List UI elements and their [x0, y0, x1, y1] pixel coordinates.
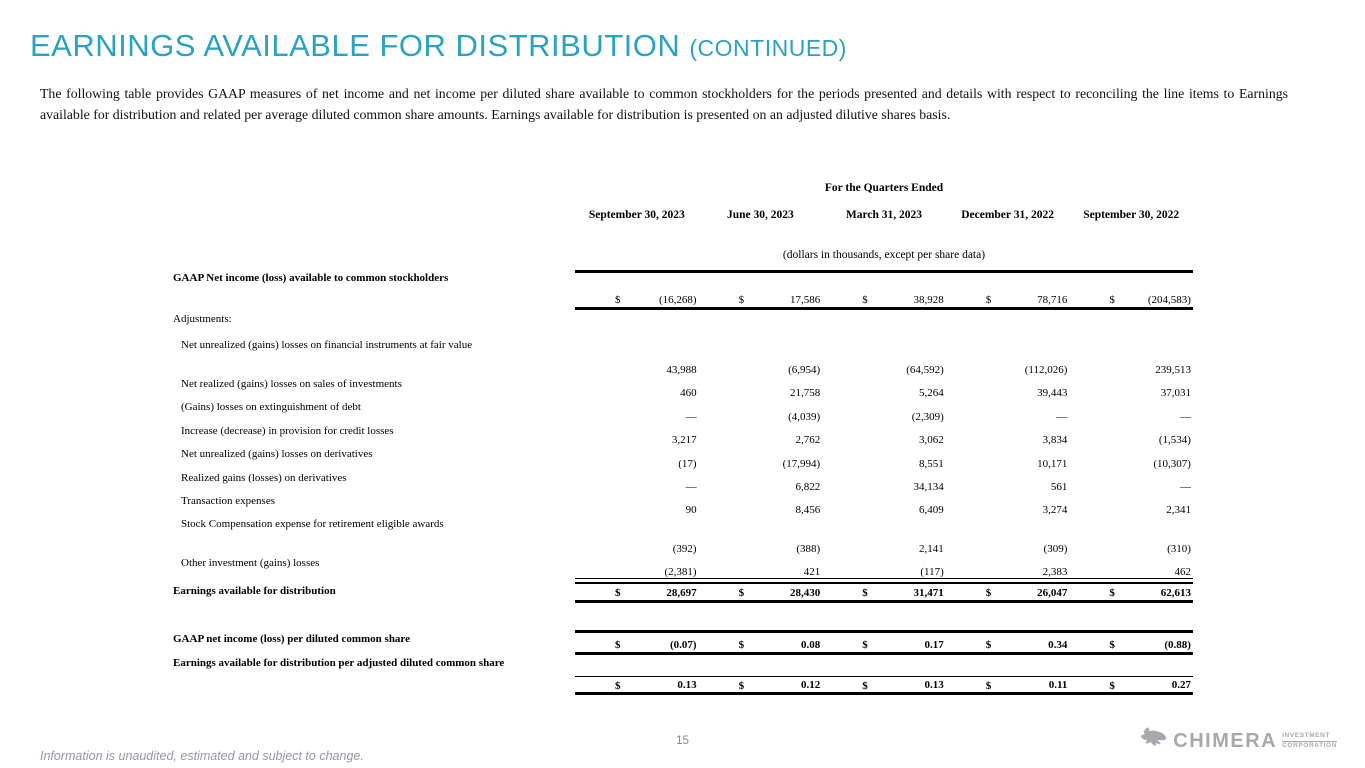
currency-symbol: $ [1109, 639, 1115, 651]
row-label: Net realized (gains) losses on sales of investments [181, 378, 402, 390]
row-label: (Gains) losses on extinguishment of debt [181, 401, 361, 413]
table-row [173, 655, 1193, 695]
row-values [575, 335, 1193, 376]
amount: (0.07) [670, 639, 697, 651]
value-cell [1069, 411, 1193, 423]
page-number: 15 [676, 735, 689, 747]
table-row [173, 516, 1193, 555]
amount: (2,309) [911, 411, 944, 423]
company-logo [1139, 727, 1337, 754]
table-row [173, 470, 1193, 493]
value-cell [575, 481, 699, 493]
amount: 21,758 [789, 387, 821, 399]
value-cell [946, 639, 1070, 651]
table-row [173, 630, 1193, 655]
value-cell [699, 676, 823, 692]
amount: 2,762 [795, 434, 821, 446]
value-cell [822, 411, 946, 423]
amount: 37,031 [1160, 387, 1191, 399]
value-cell [946, 543, 1070, 555]
value-cell [822, 543, 946, 555]
row-values [575, 630, 1193, 655]
currency-symbol: $ [615, 680, 621, 692]
table-row [173, 270, 1193, 310]
currency-symbol: $ [985, 639, 992, 651]
amount: 0.17 [924, 639, 944, 651]
amount: 3,217 [671, 434, 697, 446]
column-header: March 31, 2023 [845, 209, 923, 221]
row-values [575, 446, 1193, 470]
amount: 0.13 [924, 679, 944, 691]
value-cell [699, 481, 823, 493]
amount: (388) [796, 543, 821, 555]
amount: 421 [803, 566, 821, 578]
amount: (4,039) [788, 411, 821, 423]
currency-symbol: $ [862, 294, 868, 306]
value-cell [575, 587, 699, 599]
column-header: September 30, 2022 [1083, 209, 1180, 221]
amount: 8,456 [795, 504, 821, 516]
amount: 0.27 [1171, 679, 1191, 691]
value-cell [575, 676, 699, 692]
currency-symbol: $ [862, 587, 868, 599]
value-cell [1069, 587, 1193, 599]
value-cell [699, 458, 823, 470]
value-cell [575, 458, 699, 470]
value-cell [699, 639, 823, 651]
row-values [575, 270, 1193, 310]
value-cell [575, 364, 699, 376]
units-note: (dollars in thousands, except per share data) [782, 249, 986, 261]
row-label: GAAP Net income (loss) available to common stockholders [173, 272, 449, 284]
page-title [30, 28, 847, 64]
row-values [575, 555, 1193, 579]
amount: (64,592) [906, 364, 944, 376]
amount: (17) [678, 458, 697, 470]
row-label: GAAP net income (loss) per diluted common share [173, 633, 410, 645]
page-title-suffix: (CONTINUED) [689, 35, 847, 61]
currency-symbol: $ [1109, 294, 1115, 306]
column-header: December 31, 2022 [961, 209, 1054, 221]
row-label: Earnings available for distribution per adjusted diluted common share [173, 657, 505, 669]
value-cell [575, 543, 699, 555]
amount: (1,534) [1158, 434, 1191, 446]
value-cell [575, 504, 699, 516]
amount: 0.34 [1048, 639, 1068, 651]
row-values [575, 516, 1193, 555]
amount: — [1179, 411, 1191, 423]
row-values [575, 493, 1193, 516]
amount: 90 [685, 504, 697, 516]
value-cell [575, 411, 699, 423]
amount: 17,586 [789, 294, 821, 306]
value-cell [1069, 481, 1193, 493]
column-header: September 30, 2023 [588, 209, 685, 221]
currency-symbol: $ [985, 680, 992, 692]
amount: — [1056, 411, 1068, 423]
value-cell [822, 676, 946, 692]
chimera-beast-icon [1139, 727, 1169, 754]
value-cell [946, 364, 1070, 376]
value-cell [1069, 364, 1193, 376]
table-body [173, 270, 1193, 695]
value-cell [822, 587, 946, 599]
amount: 26,047 [1037, 587, 1068, 599]
table-period-header: For the Quarters Ended [824, 182, 944, 194]
amount: 462 [1174, 566, 1191, 578]
table-row [173, 582, 1193, 603]
value-cell [946, 481, 1070, 493]
row-values [575, 423, 1193, 446]
amount: 3,062 [919, 434, 944, 446]
currency-symbol: $ [1109, 680, 1115, 692]
disclaimer-text: Information is unaudited, estimated and subject to change. [40, 749, 364, 763]
amount: 2,383 [1042, 566, 1068, 578]
amount: (310) [1167, 543, 1191, 555]
amount: (10,307) [1153, 458, 1191, 470]
currency-symbol: $ [615, 639, 621, 651]
currency-symbol: $ [862, 680, 868, 692]
amount: (16,268) [659, 294, 697, 306]
row-label: Realized gains (losses) on derivatives [181, 472, 347, 484]
value-cell [822, 504, 946, 516]
amount: 5,264 [919, 387, 944, 399]
amount: 0.08 [800, 639, 821, 651]
currency-symbol: $ [738, 639, 745, 651]
amount: 6,822 [795, 481, 821, 493]
table-column-headers [575, 209, 1193, 221]
logo-subtitle-line2: CORPORATION [1282, 741, 1337, 749]
amount: 34,134 [913, 481, 944, 493]
value-cell [822, 481, 946, 493]
table-row [173, 423, 1193, 446]
value-cell [1069, 566, 1193, 578]
amount: — [1179, 481, 1191, 493]
amount: — [685, 481, 697, 493]
amount: — [685, 411, 697, 423]
value-cell [699, 434, 823, 446]
row-values [575, 470, 1193, 493]
value-cell [699, 387, 823, 399]
currency-symbol: $ [985, 587, 992, 599]
value-cell [699, 411, 823, 423]
amount: 28,697 [666, 587, 697, 599]
amount: 28,430 [789, 587, 821, 599]
value-cell [575, 294, 699, 306]
value-cell [822, 458, 946, 470]
value-cell [1069, 458, 1193, 470]
value-cell [1069, 543, 1193, 555]
value-cell [946, 587, 1070, 599]
value-cell [946, 458, 1070, 470]
amount: 39,443 [1037, 387, 1068, 399]
row-label: Increase (decrease) in provision for credit losses [181, 425, 394, 437]
value-cell [1069, 294, 1193, 306]
value-cell [699, 364, 823, 376]
value-cell [1069, 639, 1193, 651]
value-cell [822, 387, 946, 399]
value-cell [1069, 676, 1193, 692]
intro-paragraph: The following table provides GAAP measures of net income and net income per diluted share available to common stockholders for the periods presented and details with respect to reconciling the line items to Earnings available for distribution and related per average diluted common share amounts. Earnings available for distribution is presented on an adjusted dilutive shares basis. [40, 86, 1288, 122]
value-cell [575, 434, 699, 446]
amount: (17,994) [782, 458, 821, 470]
amount: 3,274 [1042, 504, 1068, 516]
amount: 31,471 [913, 587, 944, 599]
row-values [575, 376, 1193, 399]
value-cell [822, 566, 946, 578]
table-row [173, 446, 1193, 470]
value-cell [699, 504, 823, 516]
value-cell [699, 543, 823, 555]
amount: 0.12 [800, 679, 821, 691]
currency-symbol: $ [738, 587, 745, 599]
value-cell [946, 566, 1070, 578]
amount: 0.13 [677, 679, 697, 691]
amount: 561 [1050, 481, 1068, 493]
amount: 62,613 [1160, 587, 1191, 599]
currency-symbol: $ [615, 587, 621, 599]
currency-symbol: $ [862, 639, 868, 651]
amount: (0.88) [1164, 639, 1191, 651]
amount: 239,513 [1155, 364, 1191, 376]
amount: 43,988 [666, 364, 697, 376]
logo-subtitle [1282, 732, 1337, 749]
amount: 2,341 [1166, 504, 1191, 516]
currency-symbol: $ [615, 294, 621, 306]
amount: 78,716 [1037, 294, 1068, 306]
amount: 8,551 [919, 458, 944, 470]
value-cell [699, 294, 823, 306]
amount: 0.11 [1048, 679, 1068, 691]
value-cell [575, 639, 699, 651]
currency-symbol: $ [985, 294, 992, 306]
value-cell [1069, 434, 1193, 446]
row-label: Earnings available for distribution [173, 585, 336, 597]
value-cell [946, 294, 1070, 306]
table-row [173, 493, 1193, 516]
value-cell [822, 364, 946, 376]
row-label: Stock Compensation expense for retirement eligible awards [181, 518, 444, 530]
value-cell [575, 566, 699, 578]
table-row [173, 376, 1193, 399]
amount: 2,141 [919, 543, 944, 555]
table-row [173, 555, 1193, 579]
value-cell [822, 639, 946, 651]
currency-symbol: $ [738, 294, 745, 306]
row-label: Transaction expenses [181, 495, 275, 507]
currency-symbol: $ [1109, 587, 1115, 599]
amount: (392) [672, 543, 697, 555]
value-cell [1069, 504, 1193, 516]
amount: (117) [920, 566, 944, 578]
adjustments-section-label: Adjustments: [173, 313, 232, 325]
value-cell [946, 434, 1070, 446]
value-cell [699, 566, 823, 578]
table-row [173, 399, 1193, 423]
amount: (2,381) [664, 566, 697, 578]
row-values [575, 655, 1193, 695]
amount: 3,834 [1042, 434, 1068, 446]
amount: 38,928 [913, 294, 944, 306]
value-cell [822, 434, 946, 446]
amount: (112,026) [1024, 364, 1068, 376]
row-values [575, 582, 1193, 603]
amount: (309) [1043, 543, 1068, 555]
amount: 10,171 [1037, 458, 1068, 470]
amount: (204,583) [1147, 294, 1191, 306]
value-cell [946, 676, 1070, 692]
column-header: June 30, 2023 [727, 209, 794, 221]
row-label: Net unrealized (gains) losses on derivatives [181, 448, 373, 460]
value-cell [946, 411, 1070, 423]
amount: 6,409 [919, 504, 944, 516]
logo-wordmark: CHIMERA [1173, 729, 1278, 752]
table-row [173, 335, 1193, 376]
value-cell [575, 387, 699, 399]
logo-subtitle-line1: INVESTMENT [1282, 732, 1337, 742]
currency-symbol: $ [738, 680, 745, 692]
value-cell [1069, 387, 1193, 399]
page-title-main: EARNINGS AVAILABLE FOR DISTRIBUTION [30, 28, 681, 63]
amount: (6,954) [788, 364, 821, 376]
value-cell [946, 504, 1070, 516]
value-cell [946, 387, 1070, 399]
value-cell [822, 294, 946, 306]
amount: 460 [680, 387, 697, 399]
value-cell [699, 587, 823, 599]
row-label: Net unrealized (gains) losses on financial instruments at fair value [181, 339, 473, 351]
row-label: Other investment (gains) losses [181, 557, 320, 569]
row-values [575, 399, 1193, 423]
